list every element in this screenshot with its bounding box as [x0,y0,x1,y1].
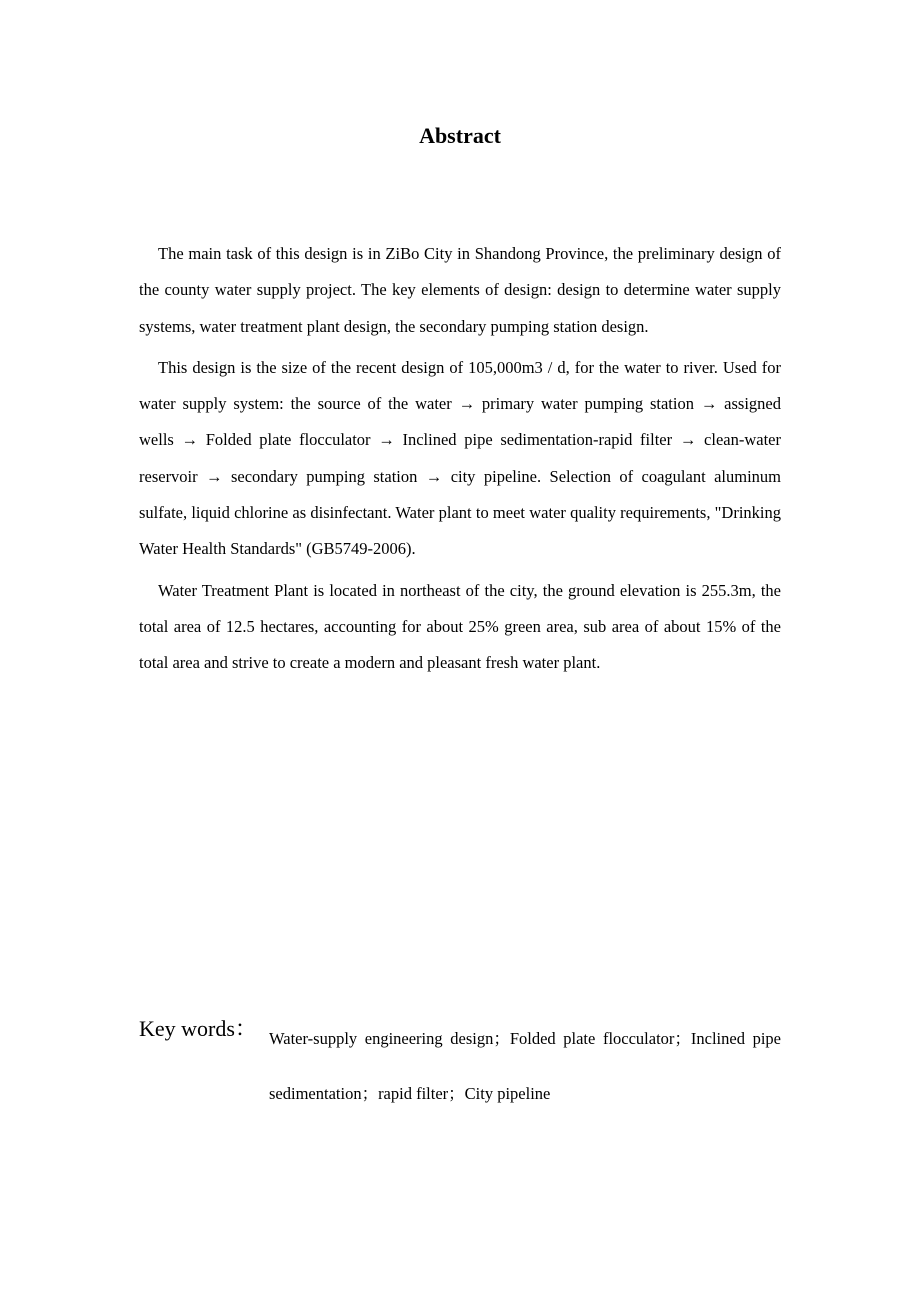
abstract-paragraph: Water Treatment Plant is located in northeast of the city, the ground elevation is 255.3m, the total area of 12.5 hectares, accounting for about 25% green area, sub area of about 15% of the total area and strive to create a modern and pleasant fresh water plant. [139,580,781,673]
keywords-text: Water-supply engineering design；Folded plate flocculator；Inclined pipe sedimentation；rapid filter；City pipeline [269,1029,781,1103]
abstract-paragraph: The main task of this design is in ZiBo City in Shandong Province, the preliminary design of the county water supply project. The key elements of design: design to determine water supply systems, water treatment plant design, the secondary pumping station design. [139,244,781,336]
page-title: Abstract [419,123,501,148]
abstract-paragraph: This design is the size of the recent design of 105,000m3 / d, for the water to river. Used for water supply system: the source of the water → primary water pumping station → assigned wells → Folded plate flocculator → Inclined pipe sedimentation-rapid filter → clean-water reservoir → secondary pumping station → city pipeline. Selection of coagulant aluminum sulfate, liquid chlorine as disinfectant. Water plant to meet water quality requirements, "Drinking Water Health Standards" (GB5749-2006). [139,357,781,559]
keywords-label: Key words： [139,1016,257,1041]
abstract-body [139,236,781,682]
